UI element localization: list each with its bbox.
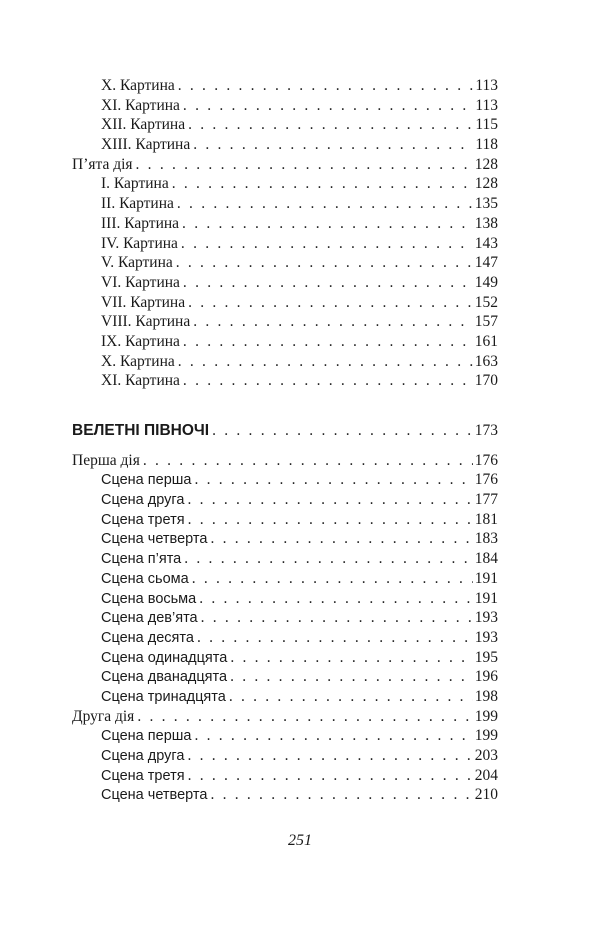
- toc-entry-page: 176: [474, 471, 498, 489]
- page-number: 251: [288, 832, 312, 849]
- dot-leader: [230, 667, 473, 687]
- toc-entry: [72, 766, 498, 786]
- dot-leader: [188, 293, 473, 313]
- toc-entry-page: 193: [474, 628, 498, 646]
- toc-entry: [72, 96, 498, 116]
- toc-entry-title: Сцена третя: [101, 511, 185, 528]
- toc-entry-title: III. Картина: [101, 214, 180, 232]
- toc-entry-page: 128: [474, 155, 498, 173]
- toc-entry: [72, 569, 498, 589]
- toc-entry-title: Сцена одинадцята: [101, 649, 228, 666]
- toc-entry: [72, 273, 498, 293]
- toc-entry-page: 183: [474, 530, 498, 548]
- dot-leader: [212, 421, 473, 441]
- dot-leader: [183, 332, 473, 352]
- dot-leader: [193, 312, 473, 332]
- toc-entry: [72, 312, 498, 332]
- toc-entry-title: V. Картина: [101, 254, 173, 272]
- toc-entry: [72, 608, 498, 628]
- dot-leader: [230, 648, 472, 668]
- section-title: ВЕЛЕТНІ ПІВНОЧІ: [72, 422, 210, 439]
- toc-entry-title: Сцена третя: [101, 767, 185, 784]
- dot-leader: [210, 529, 472, 549]
- toc-entry-page: 163: [474, 352, 498, 370]
- toc-entry-page: 147: [474, 254, 498, 272]
- dot-leader: [194, 726, 472, 746]
- toc-entry-title: Сцена п’ята: [101, 551, 182, 568]
- toc-section-heading: [72, 421, 498, 441]
- dot-leader: [199, 589, 473, 609]
- section-page-number: 173: [474, 422, 498, 439]
- dot-leader: [182, 214, 473, 234]
- toc-entry-title: XI. Картина: [101, 372, 180, 390]
- toc-entry-page: 115: [475, 116, 498, 134]
- toc-entry: [72, 746, 498, 766]
- toc-entry-page: 118: [475, 136, 498, 154]
- dot-leader: [201, 608, 473, 628]
- toc-entry-page: 203: [474, 747, 498, 764]
- toc-entry-title: Сцена восьма: [101, 590, 197, 607]
- dot-leader: [188, 115, 473, 135]
- toc-entry-title: Перша дія: [72, 451, 140, 469]
- toc-entry-page: 204: [474, 766, 498, 784]
- dot-leader: [183, 273, 473, 293]
- toc-entry-page: 181: [474, 510, 498, 528]
- toc-entry-title: П’ята дія: [72, 155, 133, 173]
- toc-entry: [72, 667, 498, 687]
- toc-entry: [72, 687, 498, 707]
- toc-entry-page: 157: [474, 313, 498, 331]
- dot-leader: [188, 766, 473, 786]
- dot-leader: [184, 549, 473, 569]
- toc-entry-title: Сцена четверта: [101, 531, 208, 548]
- toc-entry-title: II. Картина: [101, 195, 174, 213]
- toc-entry-title: Сцена дванадцята: [101, 669, 228, 686]
- toc-entry: [72, 371, 498, 391]
- toc-entry: [72, 510, 498, 530]
- toc-entry-page: 113: [475, 77, 498, 94]
- toc-entry-title: X. Картина: [101, 77, 175, 94]
- toc-entry-page: 128: [474, 175, 498, 193]
- toc-entry: [72, 76, 498, 96]
- toc-entry-page: 199: [474, 727, 498, 745]
- toc-entry: [72, 293, 498, 313]
- toc-entry: [72, 214, 498, 234]
- toc-entry-title: Сцена перша: [101, 728, 192, 745]
- dot-leader: [177, 194, 473, 214]
- dot-leader: [181, 234, 473, 254]
- toc-entry: [72, 726, 498, 746]
- toc-entry: [72, 174, 498, 194]
- toc-entry: [72, 785, 498, 805]
- toc-entry: [72, 115, 498, 135]
- toc-entry-page: 198: [474, 687, 498, 705]
- toc-entry-title: X. Картина: [101, 352, 175, 370]
- toc-entry: [72, 549, 498, 569]
- toc-entry-page: 143: [474, 234, 498, 252]
- toc-entry: [72, 194, 498, 214]
- toc-entry-title: Сцена друга: [101, 492, 185, 509]
- toc-entry-title: Друга дія: [72, 707, 135, 725]
- toc-entry-title: Сцена сьома: [101, 570, 189, 587]
- toc-entry-title: IV. Картина: [101, 234, 178, 252]
- dot-leader: [178, 352, 473, 372]
- toc-entry: [72, 648, 498, 668]
- dot-leader: [210, 785, 472, 805]
- dot-leader: [183, 96, 473, 116]
- toc-entry: [72, 628, 498, 648]
- toc-entry: [72, 135, 498, 155]
- toc-entry-title: VIII. Картина: [101, 313, 191, 331]
- toc-list-part1: [72, 76, 498, 391]
- toc-entry-page: 210: [474, 786, 498, 804]
- toc-entry-title: VII. Картина: [101, 293, 186, 311]
- toc-entry-title: IX. Картина: [101, 332, 180, 350]
- dot-leader: [176, 253, 473, 273]
- toc-entry-page: 195: [474, 648, 498, 666]
- section-gap: [72, 391, 498, 421]
- toc-entry-page: 177: [474, 491, 498, 509]
- toc-entry: [72, 707, 498, 727]
- toc-entry-page: 113: [475, 96, 498, 114]
- toc-entry-page: 191: [474, 589, 498, 607]
- toc-entry-title: Сцена тринадцята: [101, 688, 226, 705]
- section-gap-small: [72, 441, 498, 451]
- toc-entry-title: Сцена дев’ята: [101, 610, 198, 627]
- toc-entry: [72, 253, 498, 273]
- dot-leader: [172, 174, 473, 194]
- toc-entry: [72, 589, 498, 609]
- dot-leader: [136, 155, 473, 175]
- dot-leader: [187, 490, 472, 510]
- toc-entry-title: I. Картина: [101, 175, 169, 193]
- toc-entry-page: 176: [474, 451, 498, 469]
- toc-entry: [72, 490, 498, 510]
- toc-entry-title: VI. Картина: [101, 273, 180, 291]
- toc-entry: [72, 451, 498, 471]
- toc-entry: [72, 234, 498, 254]
- table-of-contents: [72, 76, 498, 805]
- toc-entry-title: XII. Картина: [101, 116, 186, 134]
- toc-entry-page: 161: [474, 332, 498, 350]
- dot-leader: [229, 687, 473, 707]
- dot-leader: [178, 76, 474, 96]
- dot-leader: [187, 746, 472, 766]
- toc-entry: [72, 529, 498, 549]
- toc-entry-title: Сцена четверта: [101, 787, 208, 804]
- toc-entry-title: Сцена друга: [101, 748, 185, 764]
- dot-leader: [183, 371, 473, 391]
- toc-entry-page: 138: [474, 214, 498, 232]
- toc-entry-title: Сцена десята: [101, 629, 194, 646]
- toc-entry-page: 149: [474, 273, 498, 291]
- toc-list-part2: [72, 451, 498, 805]
- dot-leader: [143, 451, 473, 471]
- dot-leader: [188, 510, 473, 530]
- dot-leader: [192, 569, 473, 589]
- toc-entry-title: XIII. Картина: [101, 136, 191, 154]
- toc-entry-page: 193: [474, 609, 498, 627]
- dot-leader: [197, 628, 473, 648]
- dot-leader: [194, 470, 472, 490]
- toc-entry-page: 196: [474, 668, 498, 686]
- toc-entry-page: 170: [474, 372, 498, 390]
- toc-entry: [72, 332, 498, 352]
- toc-entry-page: 199: [474, 707, 498, 725]
- dot-leader: [193, 135, 473, 155]
- toc-entry-page: 152: [474, 293, 498, 311]
- toc-entry: [72, 155, 498, 175]
- toc-entry-title: Сцена перша: [101, 472, 192, 489]
- toc-entry-page: 184: [474, 550, 498, 568]
- dot-leader: [137, 707, 472, 727]
- toc-entry-page: 191: [474, 569, 498, 587]
- toc-entry: [72, 352, 498, 372]
- toc-entry: [72, 470, 498, 490]
- toc-entry-title: XI. Картина: [101, 96, 180, 114]
- toc-entry-page: 135: [474, 195, 498, 213]
